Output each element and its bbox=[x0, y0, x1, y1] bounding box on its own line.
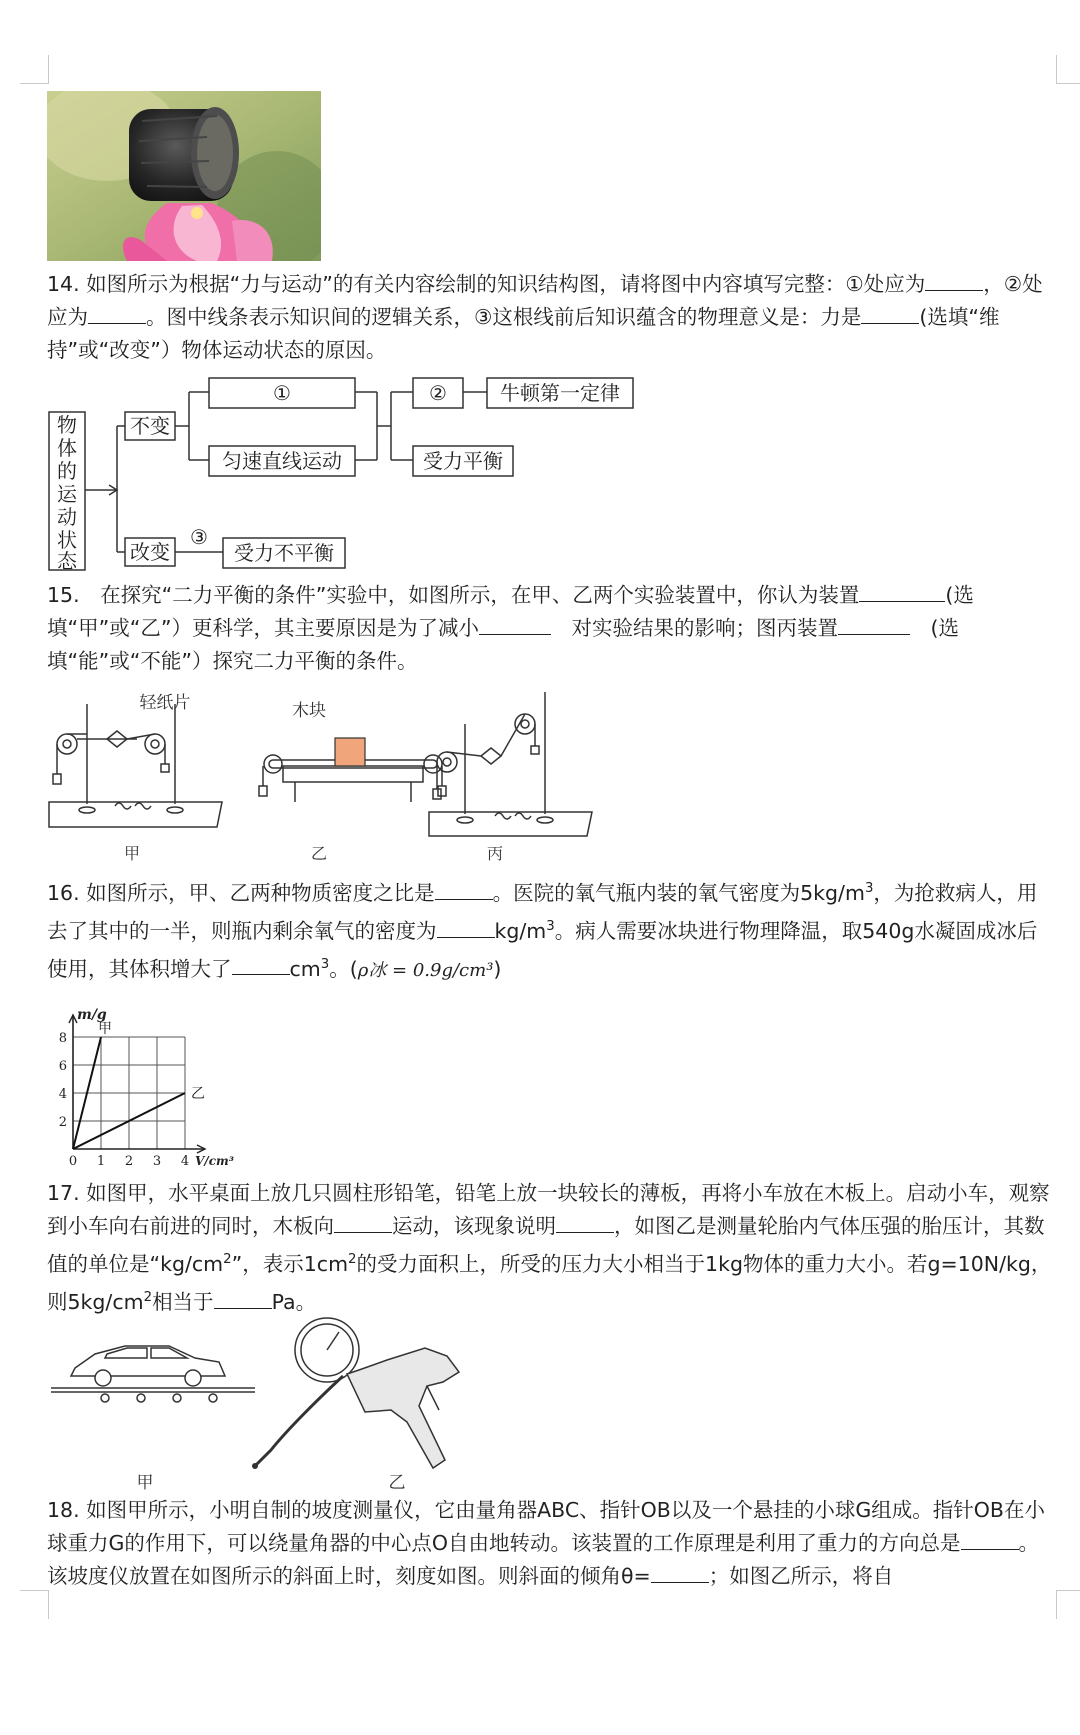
x-tick-label: 1 bbox=[96, 1154, 106, 1167]
answer-blank[interactable] bbox=[214, 1286, 272, 1309]
question-18-text: 18. 如图甲所示，小明自制的坡度测量仪，它由量角器ABC、指针OB以及一个悬挂的小球G组成。指针OB在小球重力G的作用下，可以绕量角器的中心点O自由地转动。该装置的工作原理是利用了重力的方向总是 。该坡度仪放置在如图所示的斜面上时，刻度如图。则斜面的倾角θ= ；如图乙所示，将自 bbox=[47, 1498, 1045, 1588]
figure-label-c: 丙 bbox=[486, 844, 504, 863]
answer-blank[interactable] bbox=[88, 301, 146, 324]
answer-blank[interactable] bbox=[232, 952, 290, 975]
svg-text:体: 体 bbox=[57, 436, 77, 460]
svg-text:的: 的 bbox=[57, 459, 77, 483]
diagram-uniform-motion: 匀速直线运动 bbox=[222, 449, 342, 473]
figure-label-b: 乙 bbox=[388, 1473, 406, 1492]
svg-text:态: 态 bbox=[57, 549, 77, 573]
figure-label-b: 乙 bbox=[310, 844, 328, 863]
y-tick-label: 6 bbox=[58, 1059, 67, 1074]
x-tick-label: 4 bbox=[180, 1154, 190, 1167]
x-axis-label: V/cm³ bbox=[195, 1154, 234, 1167]
svg-text:状: 状 bbox=[57, 528, 77, 552]
y-tick-label: 2 bbox=[58, 1115, 67, 1130]
diagram-changed: 改变 bbox=[130, 540, 170, 564]
diagram-unbalanced-force: 受力不平衡 bbox=[234, 541, 334, 565]
corner-mark-top-left bbox=[20, 55, 49, 84]
question-16-text: 16. 如图所示，甲、乙两种物质密度之比是 。医院的氧气瓶内装的氧气密度为$5kg/m^3$，为抢救病人，用去了其中的一半，则瓶内剩余氧气的密度为 $kg/m^3$。病人需要冰块进行物理降温，取540g水凝固成冰后使用，其体积增大了 $cm^3$。(ρ冰 = 0.9g/cm³) bbox=[47, 872, 1057, 986]
wood-block bbox=[335, 738, 365, 766]
y-tick-label: 4 bbox=[58, 1087, 67, 1102]
answer-blank[interactable] bbox=[925, 268, 983, 291]
answer-blank[interactable] bbox=[556, 1210, 614, 1233]
y-tick-label: 8 bbox=[58, 1031, 67, 1046]
answer-blank[interactable] bbox=[479, 612, 551, 635]
figure-label-a: 甲 bbox=[136, 1473, 154, 1492]
answer-blank[interactable] bbox=[838, 612, 910, 635]
answer-blank[interactable] bbox=[651, 1560, 709, 1583]
svg-text:动: 动 bbox=[57, 505, 77, 529]
question-14-text: 14. 如图所示为根据“力与运动”的有关内容绘制的知识结构图，请将图中内容填写完整：①处应为 ，②处应为 。图中线条表示知识间的逻辑关系，③这根线前后知识蕴含的物理意义是：力是 (选填“维持”或“改变”）物体运动状态的原因。 bbox=[47, 268, 1057, 367]
diagram-root-char: 物 bbox=[57, 413, 77, 437]
force-motion-knowledge-diagram bbox=[47, 374, 647, 574]
diagram-newton-law: 牛顿第一定律 bbox=[500, 381, 620, 405]
x-tick-label: 2 bbox=[124, 1154, 134, 1167]
figure-label-a: 甲 bbox=[123, 844, 141, 863]
answer-blank[interactable] bbox=[435, 877, 493, 900]
answer-blank[interactable] bbox=[859, 579, 945, 602]
ice-density-note: ρ冰 = 0.9g/cm³ bbox=[357, 959, 494, 981]
y-axis-label: m/g bbox=[77, 1007, 107, 1023]
series-label-1: 乙 bbox=[191, 1086, 205, 1102]
label-wood-block: 木块 bbox=[292, 701, 326, 721]
corner-mark-bottom-left bbox=[20, 1590, 49, 1619]
two-force-balance-apparatus bbox=[47, 684, 607, 864]
mass-volume-chart bbox=[47, 997, 247, 1167]
x-tick-label: 0 bbox=[68, 1154, 78, 1167]
answer-blank[interactable] bbox=[861, 301, 919, 324]
diagram-unchanged: 不变 bbox=[130, 414, 170, 438]
answer-blank[interactable] bbox=[437, 915, 495, 938]
corner-mark-bottom-right bbox=[1056, 1590, 1080, 1619]
diagram-box-1: ① bbox=[273, 381, 291, 405]
x-tick-label: 3 bbox=[152, 1154, 162, 1167]
series-label-0: 甲 bbox=[98, 1021, 112, 1037]
car-and-tire-gauge-figure bbox=[47, 1310, 507, 1492]
answer-blank[interactable] bbox=[334, 1210, 392, 1233]
question-17-text: 17. 如图甲，水平桌面上放几只圆柱形铅笔，铅笔上放一块较长的薄板，再将小车放在木板上。启动小车，观察到小车向右前进的同时，木板向 运动，该现象说明 ，如图乙是测量轮胎内气体压强的胎压计，其数值的单位是“$kg/cm^2$”，表示$1cm^2$的受力面积上，所受的压力大小相当于1kg物体的重力大小。若g=10N/kg，则$5kg/cm^2$相当于 Pa。 bbox=[47, 1181, 1052, 1314]
question-15-text: 15. 在探究“二力平衡的条件”实验中，如图所示，在甲、乙两个实验装置中，你认为装置 (选填“甲”或“乙”）更科学，其主要原因是为了减小 对实验结果的影响；图丙装置 (选填“能”或“不能”）探究二力平衡的条件。 bbox=[47, 579, 1057, 678]
label-light-paper: 轻纸片 bbox=[139, 693, 191, 713]
diagram-mark-3: ③ bbox=[190, 525, 208, 549]
photo-stone-on-flower bbox=[47, 91, 321, 261]
svg-text:运: 运 bbox=[57, 482, 77, 506]
diagram-box-2: ② bbox=[429, 381, 447, 405]
answer-blank[interactable] bbox=[961, 1527, 1019, 1550]
diagram-balanced-force: 受力平衡 bbox=[423, 449, 503, 473]
corner-mark-top-right bbox=[1056, 55, 1080, 84]
